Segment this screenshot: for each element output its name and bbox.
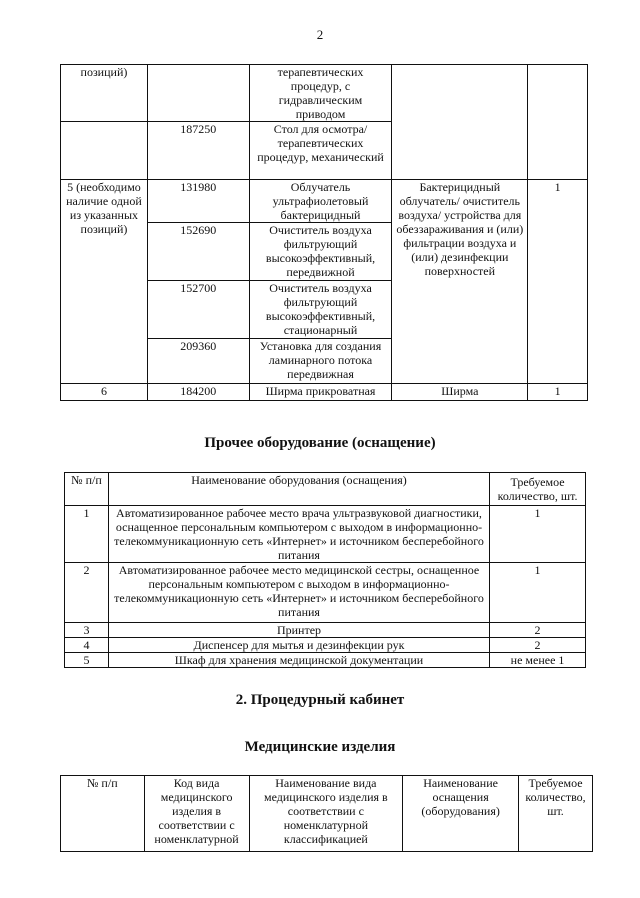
code-cell: 152700: [147, 281, 249, 339]
device-name-cell: Облучатель ультрафиолетовый бактерицидный: [249, 180, 392, 223]
procedure-devices-table: [60, 775, 593, 852]
quantity-cell: 1: [528, 180, 588, 384]
table-row: [65, 653, 586, 668]
device-name-cell: Установка для создания ламинарного потока передвижная: [249, 339, 392, 384]
position-cell: 5 (необходимо наличие одной из указанных позиций): [61, 180, 148, 384]
number-cell: 3: [65, 623, 109, 638]
quantity-cell: 2: [490, 638, 586, 653]
column-header-equipment: Наименование оснащения (оборудования): [403, 776, 519, 852]
number-cell: 4: [65, 638, 109, 653]
column-header-device-name: Наименование вида медицинского изделия в соответствии с номенклатурной классификацией: [249, 776, 403, 852]
quantity-cell: 1: [490, 506, 586, 563]
table-row: [61, 384, 588, 401]
equipment-name-cell: Диспенсер для мытья и дезинфекции рук: [108, 638, 489, 653]
device-name-cell: Стол для осмотра/ терапевтических процедур, механический: [249, 122, 392, 180]
number-cell: 1: [65, 506, 109, 563]
position-cell: позиций): [61, 65, 148, 122]
device-name-cell: Ширма прикроватная: [249, 384, 392, 401]
equipment-name-cell: Шкаф для хранения медицинской документации: [108, 653, 489, 668]
section-title-other-equipment: Прочее оборудование (оснащение): [204, 435, 436, 451]
equipment-name-cell: Автоматизированное рабочее место врача ультразвуковой диагностики, оснащенное персональным компьютером с выходом в информационно-телекоммуникационную сеть «Интернет» и источником бесперебойного питания: [108, 506, 489, 563]
quantity-cell: 1: [490, 563, 586, 623]
quantity-cell: 1: [528, 384, 588, 401]
column-header-quantity: Требуемое количество, шт.: [490, 473, 586, 506]
table-row: [65, 506, 586, 563]
position-cell: [61, 122, 148, 180]
device-name-cell: Очиститель воздуха фильтрующий высокоэффективный, передвижной: [249, 223, 392, 281]
column-header-quantity: Требуемое количество, шт.: [519, 776, 593, 852]
column-header-number: № п/п: [65, 473, 109, 506]
column-header-number: № п/п: [61, 776, 145, 852]
code-cell: 131980: [147, 180, 249, 223]
table-row: [65, 638, 586, 653]
table-row: [65, 623, 586, 638]
position-cell: 6: [61, 384, 148, 401]
other-equipment-table: [64, 472, 586, 668]
number-cell: 2: [65, 563, 109, 623]
code-cell: 152690: [147, 223, 249, 281]
code-cell: 184200: [147, 384, 249, 401]
column-header-name: Наименование оборудования (оснащения): [108, 473, 489, 506]
column-header-code: Код вида медицинского изделия в соответствии с номенклатурной: [144, 776, 249, 852]
page-number: 2: [316, 27, 324, 42]
table-row: [61, 180, 588, 223]
quantity-cell: [528, 65, 588, 180]
table-row: [61, 65, 588, 122]
subsection-title-medical-devices: Медицинские изделия: [244, 739, 396, 755]
equipment-cell: [392, 65, 528, 180]
code-cell: 187250: [147, 122, 249, 180]
equipment-cell: Бактерицидный облучатель/ очиститель воздуха/ устройства для обеззараживания и (или) фильтрации воздуха и (или) дезинфекции поверхностей: [392, 180, 528, 384]
quantity-cell: не менее 1: [490, 653, 586, 668]
table-row: [65, 563, 586, 623]
equipment-cell: Ширма: [392, 384, 528, 401]
number-cell: 5: [65, 653, 109, 668]
table-header-row: [61, 776, 593, 852]
code-cell: [147, 65, 249, 122]
equipment-name-cell: Принтер: [108, 623, 489, 638]
section-title-procedure-room: 2. Процедурный кабинет: [235, 692, 405, 708]
table-header-row: [65, 473, 586, 506]
devices-table-continued: [60, 64, 588, 401]
device-name-cell: терапевтических процедур, с гидравлическим приводом: [249, 65, 392, 122]
quantity-cell: 2: [490, 623, 586, 638]
device-name-cell: Очиститель воздуха фильтрующий высокоэффективный, стационарный: [249, 281, 392, 339]
equipment-name-cell: Автоматизированное рабочее место медицинской сестры, оснащенное персональным компьютером с выходом в информационно-телекоммуникационную сеть «Интернет» и источником бесперебойного питания: [108, 563, 489, 623]
code-cell: 209360: [147, 339, 249, 384]
